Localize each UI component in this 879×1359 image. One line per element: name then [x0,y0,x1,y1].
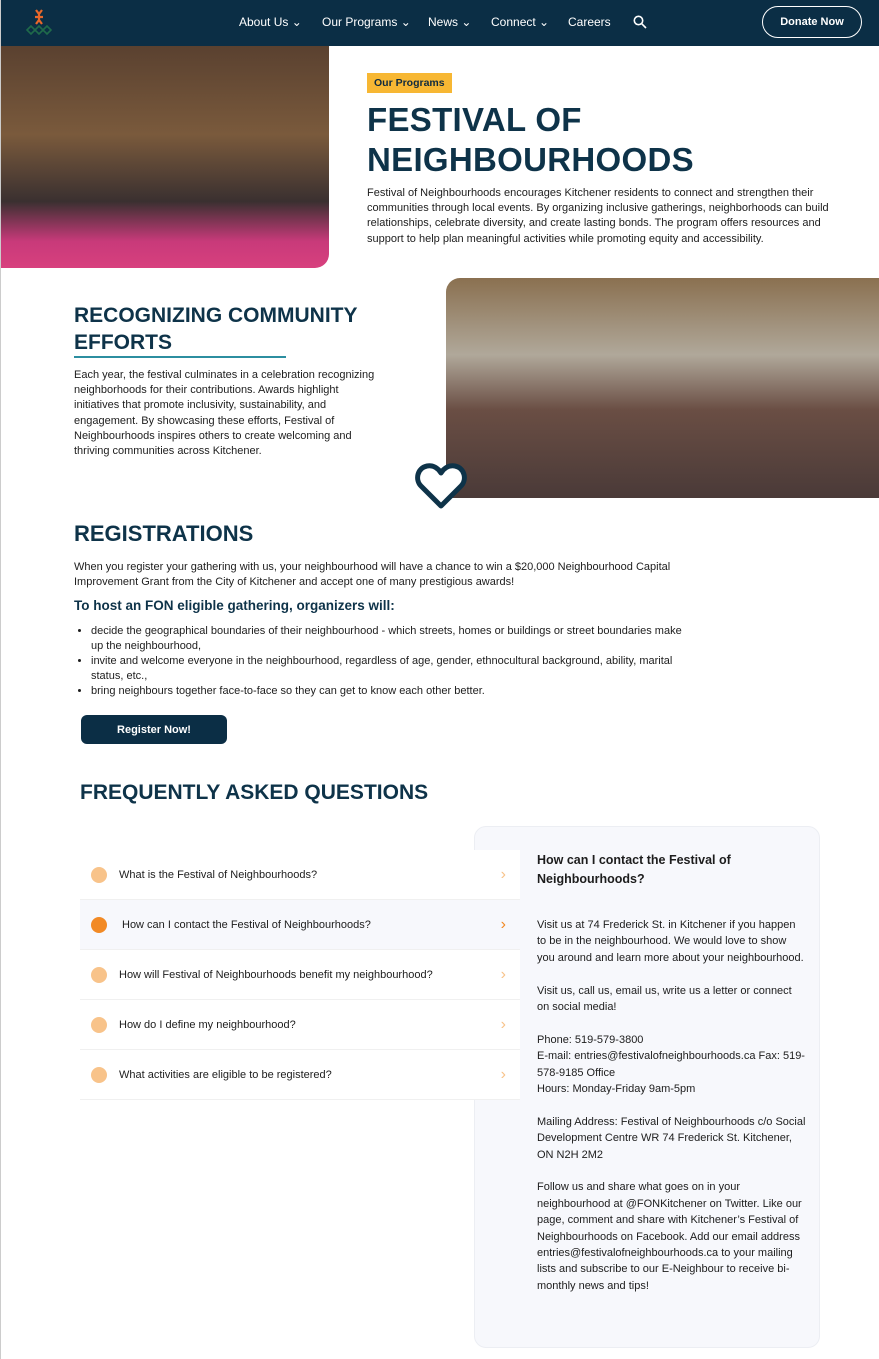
hero-photo [1,46,329,268]
faq-item[interactable] [80,1050,520,1100]
nav-connect[interactable]: Connect ⌄ [491,15,550,29]
answer-paragraph: Follow us and share what goes on in your neighbourhood at @FONKitchener on Twitter. Like our page, comment and share with Kitchener’s Festival of Neighbourhoods on Facebook. Add our email address entries@festivalofneighbourhoods.ca to your mailing lists and subscribe to our E-Neighbour to receive bi-monthly news and tips! [537,1181,802,1292]
faq-item-active[interactable] [80,900,520,950]
answer-paragraph: Visit us at 74 Frederick St. in Kitchener if you happen to be in the neighbourhood. We would love to show you around and learn more about your neighbourhood. [537,919,804,964]
faq-question: What activities are eligible to be registered? [119,1068,332,1081]
community-photo [446,278,879,498]
nav-our-programs[interactable]: Our Programs ⌄ [322,15,411,29]
answer-title: How can I contact the Festival of Neighbourhoods? [537,853,731,886]
logo-icon[interactable] [23,8,55,38]
list-item: • decide the geographical boundaries of their neighbourhood - which streets, homes or buildings or street boundaries make up the neighbourhood, [91,624,691,654]
bullet-dot-icon [91,1067,107,1083]
chevron-right-icon: › [500,1066,506,1083]
faq-item[interactable] [80,1000,520,1050]
requirements-list [91,624,691,699]
heading-underline [74,356,286,358]
recognizing-heading: RECOGNIZING COMMUNITY EFFORTS [74,304,358,354]
heart-icon [413,458,469,512]
answer-body [537,917,807,1311]
search-icon[interactable] [633,15,647,29]
registrations-text: When you register your gathering with us, your neighbourhood will have a chance to win a $20,000 Neighbourhood Capital Improvement Grant from the City of Kitchener and accept one of many prestigious awards! [74,561,671,589]
faq-list [80,850,520,1100]
list-item: • bring neighbours together face-to-face so they can get to know each other better. [91,684,691,699]
bullet-dot-icon [91,917,107,933]
faq-question: What is the Festival of Neighbourhoods? [119,868,318,881]
registrations-subtitle: To host an FON eligible gathering, organizers will: [74,598,395,613]
answer-mailing-address: Mailing Address: Festival of Neighbourhoods c/o Social Development Centre WR 74 Frederick St. Kitchener, ON N2H 2M2 [537,1115,806,1161]
hero-description: Festival of Neighbourhoods encourages Kitchener residents to connect and strengthen their communities through local events. By organizing inclusive gatherings, neighborhoods can build relationships, celebrate diversity, and create lasting bonds. The program offers resources and support to help plan meaningful activities while promoting equity and accessibility. [367,187,829,245]
registrations-heading: REGISTRATIONS [74,521,254,546]
nav-news[interactable]: News ⌄ [428,15,472,29]
faq-item[interactable] [80,850,520,900]
faq-question: How can I contact the Festival of Neighbourhoods? [122,918,371,931]
register-now-button[interactable]: Register Now! [81,715,227,744]
answer-paragraph: Visit us, call us, email us, write us a letter or connect on social media! [537,984,792,1014]
faq-question: How will Festival of Neighbourhoods benefit my neighbourhood? [119,968,433,981]
nav-about-us[interactable]: About Us ⌄ [239,15,302,29]
faq-heading: FREQUENTLY ASKED QUESTIONS [80,781,429,804]
answer-contact-info: Phone: 519-579-3800 E-mail: entries@festivalofneighbourhoods.ca Fax: 519-578-9185 Office Hours: Monday-Friday 9am-5pm [537,1033,805,1096]
top-nav [1,0,879,46]
faq-question: How do I define my neighbourhood? [119,1018,296,1031]
list-item: • invite and welcome everyone in the neighbourhood, regardless of age, gender, ethnocultural background, ability, marital status, etc., [91,654,691,684]
faq-item[interactable] [80,950,520,1000]
recognizing-text: Each year, the festival culminates in a celebration recognizing neighborhoods for their contributions. Awards highlight initiatives that promote inclusivity, sustainability, and engagement. By showcasing these efforts, Festival of Neighbourhoods inspires others to create welcoming and thriving communities across Kitchener. [74,369,375,458]
chevron-right-icon: › [500,1016,506,1033]
page-title: FESTIVAL OF NEIGHBOURHOODS [367,101,694,178]
chevron-right-icon: › [500,866,506,883]
category-tag: Our Programs [367,73,452,93]
nav-careers[interactable]: Careers [568,15,611,29]
faq-answer-panel [474,826,820,1348]
donate-now-button[interactable]: Donate Now [762,6,862,38]
bullet-dot-icon [91,967,107,983]
chevron-right-icon: › [500,966,506,983]
chevron-right-icon: › [500,916,506,933]
bullet-dot-icon [91,867,107,883]
bullet-dot-icon [91,1017,107,1033]
